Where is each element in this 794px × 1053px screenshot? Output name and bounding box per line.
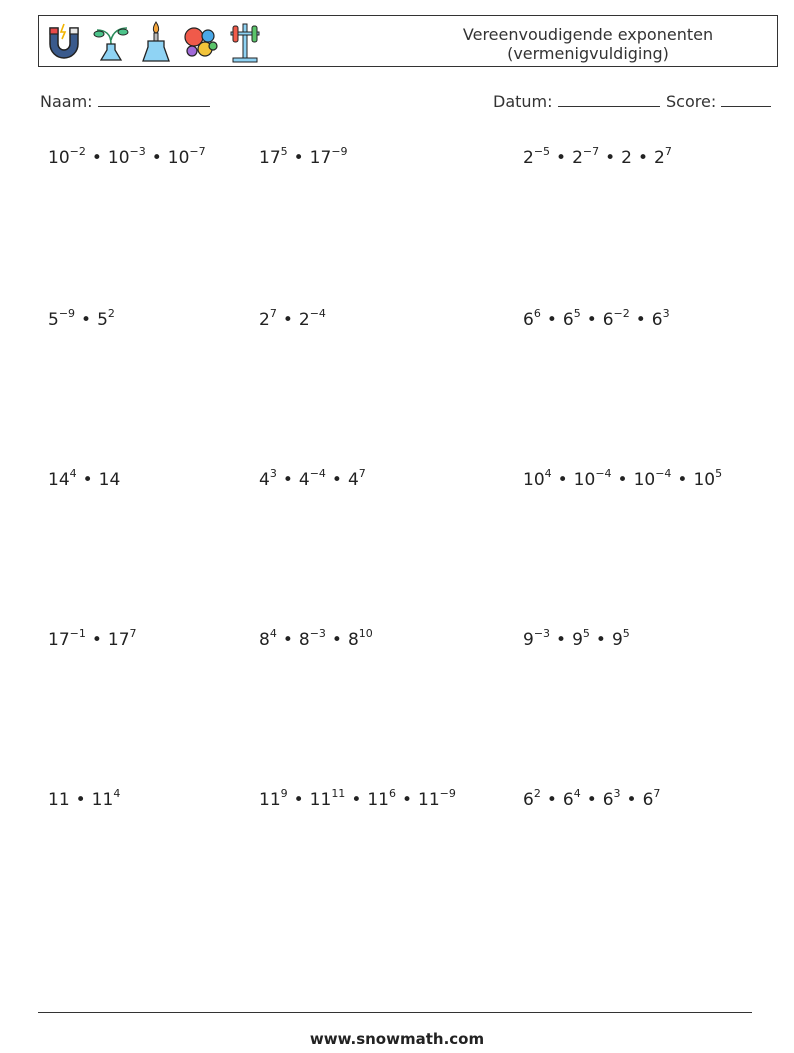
- worksheet-title: [399, 25, 777, 63]
- multiply-operator: •: [635, 310, 646, 330]
- problem-10: [48, 627, 137, 650]
- base: 17: [309, 148, 332, 168]
- problem-15: [523, 787, 661, 810]
- exponent: 4: [69, 467, 77, 480]
- base: 11: [418, 790, 440, 810]
- problem-13: [48, 787, 121, 810]
- exponent: 3: [613, 787, 621, 800]
- problem-11: [259, 627, 373, 650]
- exponent: −2: [613, 307, 630, 320]
- exponent: −4: [595, 467, 612, 480]
- multiply-operator: •: [617, 470, 628, 490]
- base: 2: [259, 310, 270, 330]
- plant-flask-icon: [91, 20, 131, 64]
- exponent: −7: [582, 145, 600, 158]
- problem-8: [259, 467, 366, 490]
- multiply-operator: •: [546, 310, 557, 330]
- exponent: 7: [653, 787, 661, 800]
- multiply-operator: •: [91, 148, 102, 168]
- multiply-operator: •: [331, 470, 342, 490]
- base: 2: [523, 148, 534, 168]
- name-label: Naam:: [40, 92, 93, 111]
- multiply-operator: •: [351, 790, 362, 810]
- base: 2: [621, 148, 632, 168]
- multiply-operator: •: [293, 790, 304, 810]
- exponent: 4: [573, 787, 581, 800]
- title-line-2: (vermenigvuldiging): [507, 44, 669, 63]
- base: 10: [107, 148, 130, 168]
- base: 10: [167, 148, 190, 168]
- problem-1: [48, 145, 206, 168]
- multiply-operator: •: [586, 310, 597, 330]
- problem-3: [523, 145, 672, 168]
- exponent: 6: [388, 787, 396, 800]
- base: 10: [633, 470, 656, 490]
- base: 6: [523, 790, 534, 810]
- base: 6: [523, 310, 534, 330]
- base: 6: [602, 790, 614, 810]
- problem-6: [523, 307, 670, 330]
- title-line-1: Vereenvoudigende exponenten: [462, 25, 714, 44]
- multiply-operator: •: [556, 148, 567, 168]
- base: 10: [573, 470, 596, 490]
- problem-12: [523, 627, 630, 650]
- problem-2: [259, 145, 348, 168]
- score-label: Score:: [666, 92, 717, 111]
- exponent: −7: [189, 145, 206, 158]
- bunsen-burner-icon: [139, 20, 173, 64]
- multiply-operator: •: [595, 630, 606, 650]
- date-label: Datum:: [493, 92, 553, 111]
- exponent: 7: [269, 307, 277, 320]
- problem-7: [48, 467, 121, 490]
- exponent: 5: [622, 627, 630, 640]
- base: 14: [98, 470, 121, 490]
- multiply-operator: •: [586, 790, 597, 810]
- multiply-operator: •: [91, 630, 102, 650]
- name-blank[interactable]: [98, 92, 210, 107]
- multiply-operator: •: [293, 148, 304, 168]
- exponent: 7: [129, 627, 137, 640]
- footer-website: www.snowmath.com: [309, 1030, 485, 1048]
- exponent: −1: [69, 627, 86, 640]
- multiply-operator: •: [556, 630, 567, 650]
- base: 6: [651, 310, 663, 330]
- multiply-operator: •: [282, 630, 293, 650]
- exponent: 5: [573, 307, 581, 320]
- base: 6: [642, 790, 654, 810]
- multiply-operator: •: [605, 148, 616, 168]
- exponent: −5: [533, 145, 551, 158]
- date-field: [493, 92, 660, 111]
- exponent: 7: [664, 145, 672, 158]
- date-blank[interactable]: [558, 92, 660, 107]
- base: 17: [259, 148, 281, 168]
- multiply-operator: •: [557, 470, 568, 490]
- multiply-operator: •: [637, 148, 649, 168]
- multiply-operator: •: [626, 790, 637, 810]
- multiply-operator: •: [282, 310, 293, 330]
- exponent: 4: [113, 787, 121, 800]
- exponent: 5: [280, 145, 288, 158]
- base: 11: [309, 790, 332, 810]
- multiply-operator: •: [75, 790, 86, 810]
- worksheet-header: [38, 15, 778, 67]
- exponent: 7: [358, 467, 366, 480]
- base: 10: [48, 148, 70, 168]
- problem-14: [259, 787, 456, 810]
- base: 6: [562, 790, 574, 810]
- footer-divider: [38, 1012, 752, 1013]
- base: 6: [602, 310, 614, 330]
- multiply-operator: •: [81, 310, 92, 330]
- exponent: −4: [309, 307, 326, 320]
- exponent: −4: [309, 467, 326, 480]
- exponent: 2: [533, 787, 541, 800]
- problem-4: [48, 307, 115, 330]
- problem-9: [523, 467, 723, 490]
- multiply-operator: •: [677, 470, 688, 490]
- base: 8: [298, 630, 310, 650]
- exponent: 6: [533, 307, 541, 320]
- multiply-operator: •: [401, 790, 413, 810]
- score-field: [666, 92, 771, 111]
- header-icons: [45, 20, 263, 64]
- exponent: 4: [544, 467, 552, 480]
- molecule-icon: [181, 22, 219, 62]
- base: 2: [572, 148, 583, 168]
- base: 9: [523, 630, 534, 650]
- multiply-operator: •: [151, 148, 162, 168]
- base: 8: [259, 630, 270, 650]
- exponent: −3: [129, 145, 146, 158]
- name-field: [40, 92, 210, 111]
- base: 11: [48, 790, 70, 810]
- base: 2: [298, 310, 310, 330]
- exponent: 5: [582, 627, 590, 640]
- exponent: −9: [439, 787, 456, 800]
- problem-5: [259, 307, 326, 330]
- base: 9: [611, 630, 623, 650]
- base: 14: [48, 470, 70, 490]
- exponent: 4: [269, 627, 277, 640]
- exponent: 3: [269, 467, 277, 480]
- base: 6: [562, 310, 574, 330]
- test-tube-stand-icon: [227, 20, 263, 64]
- exponent: 9: [280, 787, 288, 800]
- base: 11: [91, 790, 114, 810]
- base: 17: [107, 630, 130, 650]
- exponent: −3: [309, 627, 326, 640]
- exponent: −4: [655, 467, 672, 480]
- base: 4: [298, 470, 310, 490]
- base: 17: [48, 630, 70, 650]
- exponent: −9: [331, 145, 348, 158]
- multiply-operator: •: [546, 790, 557, 810]
- base: 11: [367, 790, 389, 810]
- base: 5: [97, 310, 108, 330]
- magnet-icon: [45, 22, 83, 62]
- multiply-operator: •: [282, 470, 293, 490]
- exponent: −2: [69, 145, 86, 158]
- base: 10: [523, 470, 545, 490]
- base: 4: [259, 470, 270, 490]
- base: 2: [654, 148, 665, 168]
- exponent: 5: [715, 467, 723, 480]
- exponent: −3: [533, 627, 551, 640]
- exponent: 3: [662, 307, 670, 320]
- exponent: 10: [358, 627, 373, 640]
- exponent: −9: [58, 307, 76, 320]
- exponent: 11: [331, 787, 346, 800]
- base: 9: [572, 630, 583, 650]
- base: 8: [347, 630, 359, 650]
- score-blank[interactable]: [721, 92, 771, 107]
- exponent: 2: [107, 307, 115, 320]
- base: 11: [259, 790, 281, 810]
- base: 5: [48, 310, 59, 330]
- base: 10: [693, 470, 716, 490]
- multiply-operator: •: [82, 470, 93, 490]
- multiply-operator: •: [331, 630, 342, 650]
- base: 4: [347, 470, 359, 490]
